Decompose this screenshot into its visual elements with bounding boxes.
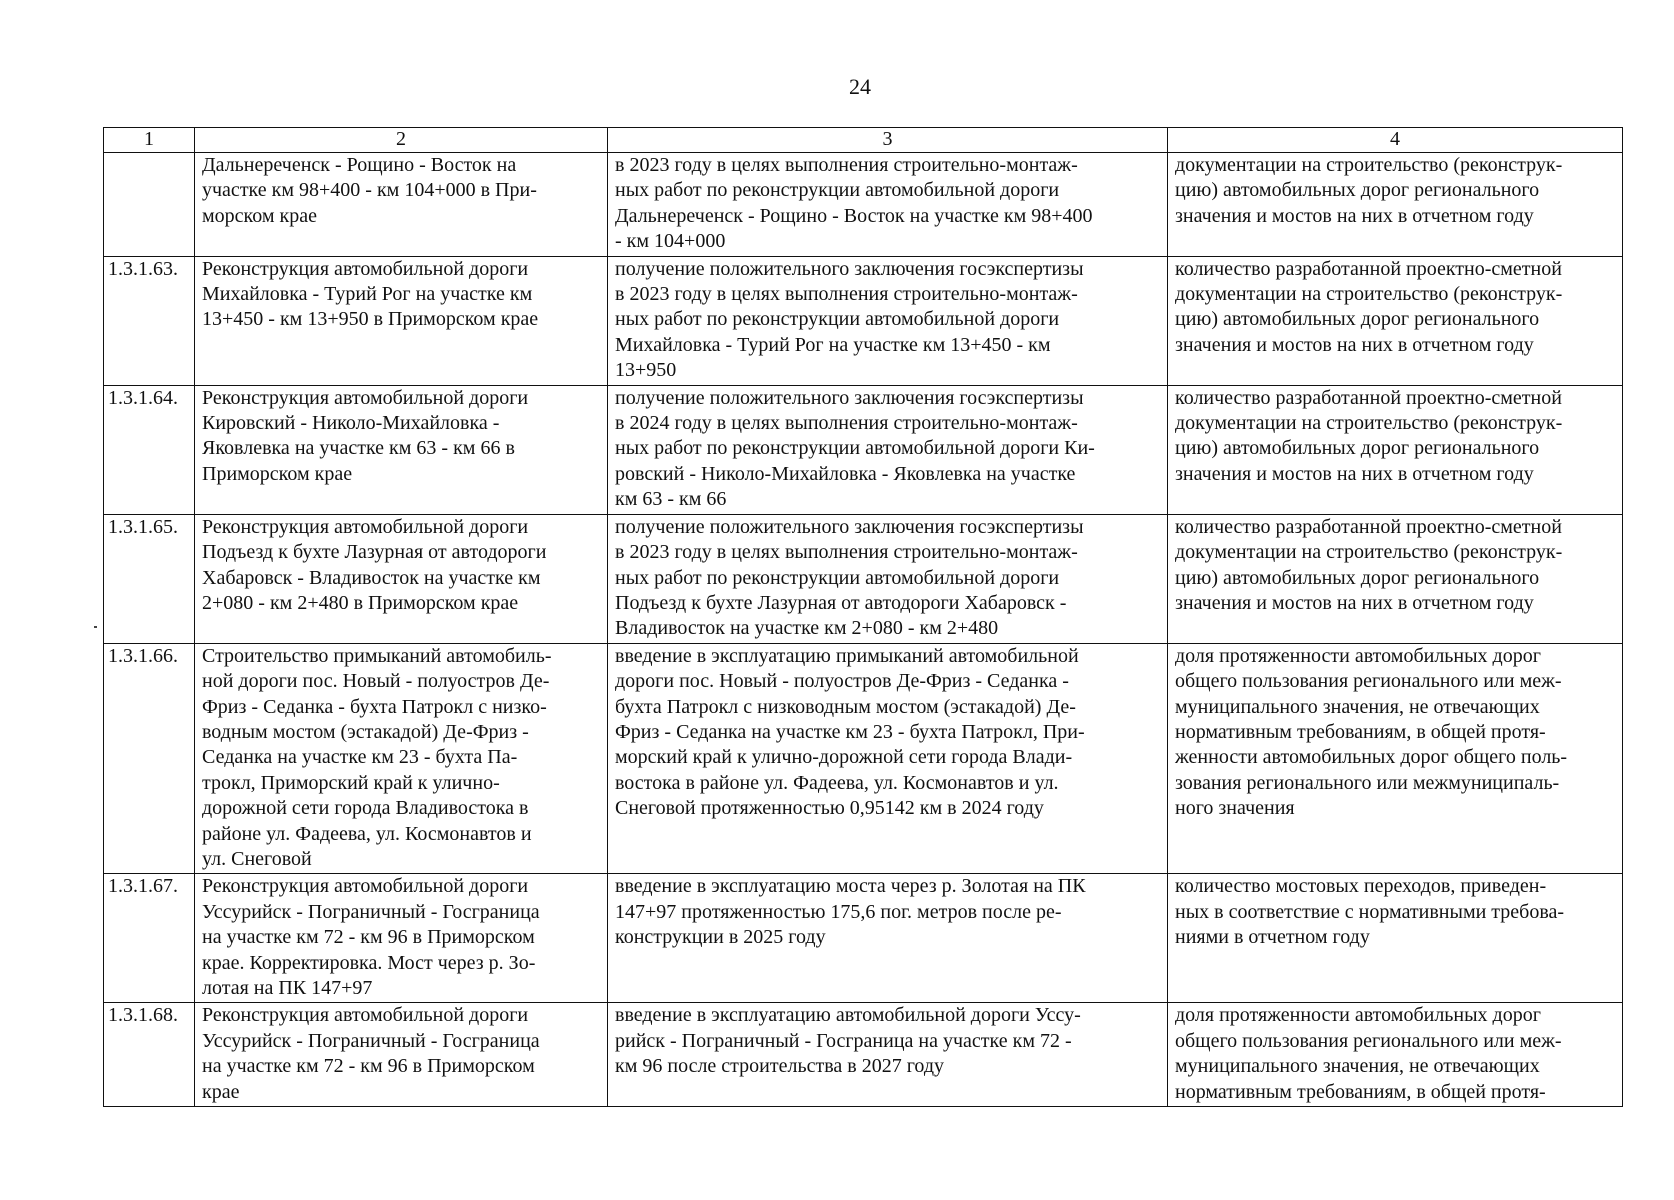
measure-name-cell <box>195 874 608 1003</box>
table-row <box>104 385 1623 514</box>
text-line: дорожной сети города Владивостока в <box>202 797 529 820</box>
text-line: ных в соответствие с нормативными требова- <box>1175 900 1565 923</box>
column-number-4: 4 <box>1168 128 1623 153</box>
indicator-cell <box>1168 256 1623 385</box>
text-line: морском крае <box>202 204 317 227</box>
text-line: Реконструкция автомобильной дороги <box>202 1004 529 1027</box>
measure-number-cell: 1.3.1.64. <box>104 385 195 514</box>
measure-number-cell: 1.3.1.65. <box>104 514 195 643</box>
text-line: значения и мостов на них в отчетном году <box>1175 204 1534 227</box>
table-row <box>104 256 1623 385</box>
text-line: зования регионального или межмуниципаль- <box>1175 771 1560 794</box>
text-line: доля протяженности автомобильных дорог <box>1175 1004 1541 1027</box>
text-line: крае. Корректировка. Мост через р. Зо- <box>202 951 536 974</box>
text-line: нормативным требованиям, в общей протя- <box>1175 1080 1546 1103</box>
text-line: ных работ по реконструкции автомобильной дороги Ки- <box>615 437 1095 460</box>
text-line: муниципального значения, не отвечающих <box>1175 695 1540 718</box>
text-line: ровский - Николо-Михайловка - Яковлевка на участке <box>615 462 1076 485</box>
text-line: крае <box>202 1080 240 1103</box>
text-line: количество разработанной проектно-сметной <box>1175 515 1562 538</box>
text-line: муниципального значения, не отвечающих <box>1175 1055 1540 1078</box>
text-line: морский край к улично-дорожной сети города Влади- <box>615 746 1073 769</box>
text-line: Яковлевка на участке км 63 - км 66 в <box>202 437 515 460</box>
column-number-3: 3 <box>608 128 1168 153</box>
text-line: общего пользования регионального или меж- <box>1175 1029 1562 1052</box>
indicator-cell <box>1168 874 1623 1003</box>
indicator-cell <box>1168 385 1623 514</box>
measure-number-cell: 1.3.1.67. <box>104 874 195 1003</box>
text-line: количество мостовых переходов, приведен- <box>1175 875 1547 898</box>
text-line: цию) автомобильных дорог регионального <box>1175 566 1540 589</box>
text-line: на участке км 72 - км 96 в Приморском <box>202 926 535 949</box>
table-body <box>104 153 1623 1107</box>
text-line: водным мостом (эстакадой) Де-Фриз - <box>202 720 529 743</box>
indicator-cell <box>1168 153 1623 257</box>
text-line: Уссурийск - Пограничный - Госграница <box>202 900 540 923</box>
measure-name-cell <box>195 514 608 643</box>
measure-name-cell <box>195 256 608 385</box>
text-line: Дальнереченск - Рощино - Восток на участке км 98+400 <box>615 204 1093 227</box>
text-line: ных работ по реконструкции автомобильной дороги <box>615 308 1060 331</box>
text-line: Михайловка - Турий Рог на участке км 13+450 - км <box>615 333 1051 356</box>
measure-number-cell <box>104 153 195 257</box>
text-line: Уссурийск - Пограничный - Госграница <box>202 1029 540 1052</box>
text-line: введение в эксплуатацию моста через р. Золотая на ПК <box>615 875 1086 898</box>
text-line: в 2023 году в целях выполнения строительно-монтаж- <box>615 283 1078 306</box>
text-line: Дальнереченск - Рощино - Восток на <box>202 154 517 176</box>
text-line: Реконструкция автомобильной дороги <box>202 257 529 280</box>
text-line: Михайловка - Турий Рог на участке км <box>202 283 533 306</box>
text-line: Кировский - Николо-Михайловка - <box>202 412 500 435</box>
measure-number-cell: 1.3.1.63. <box>104 256 195 385</box>
text-line: Снеговой протяженностью 0,95142 км в 2024 году <box>615 797 1044 820</box>
text-line: получение положительного заключения госэкспертизы <box>615 257 1084 280</box>
text-line: количество разработанной проектно-сметной <box>1175 386 1562 409</box>
text-line: 13+950 <box>615 359 677 382</box>
text-line: ной дороги пос. Новый - полуостров Де- <box>202 670 550 693</box>
text-line: Фриз - Седанка на участке км 23 - бухта Патрокл, При- <box>615 720 1085 743</box>
expected-result-cell <box>608 385 1168 514</box>
column-number-1: 1 <box>104 128 195 153</box>
text-line: км 96 после строительства в 2027 году <box>615 1055 945 1078</box>
indicator-cell <box>1168 1003 1623 1107</box>
text-line: на участке км 72 - км 96 в Приморском <box>202 1055 535 1078</box>
text-line: количество разработанной проектно-сметной <box>1175 257 1562 280</box>
text-line: ных работ по реконструкции автомобильной дороги <box>615 566 1060 589</box>
text-line: значения и мостов на них в отчетном году <box>1175 333 1534 356</box>
text-line: ниями в отчетном году <box>1175 926 1370 949</box>
table-row <box>104 1003 1623 1107</box>
measure-name-cell <box>195 153 608 257</box>
text-line: цию) автомобильных дорог регионального <box>1175 437 1540 460</box>
measure-name-cell <box>195 643 608 874</box>
text-line: дороги пос. Новый - полуостров Де-Фриз - Седанка - <box>615 670 1069 693</box>
text-line: цию) автомобильных дорог регионального <box>1175 308 1540 331</box>
text-line: общего пользования регионального или меж- <box>1175 670 1562 693</box>
column-number-row <box>104 128 1623 153</box>
text-line: ул. Снеговой <box>202 847 312 870</box>
text-line: нормативным требованиям, в общей протя- <box>1175 720 1546 743</box>
text-line: Реконструкция автомобильной дороги <box>202 386 529 409</box>
text-line: Реконструкция автомобильной дороги <box>202 515 529 538</box>
text-line: Приморском крае <box>202 462 353 485</box>
table-row <box>104 153 1623 257</box>
text-line: Хабаровск - Владивосток на участке км <box>202 566 541 589</box>
text-line: в 2024 году в целях выполнения строительно-монтаж- <box>615 412 1078 435</box>
indicator-cell <box>1168 643 1623 874</box>
page-number: 24 <box>849 74 871 99</box>
text-line: женности автомобильных дорог общего поль- <box>1175 746 1568 769</box>
text-line: документации на строительство (реконструк- <box>1175 412 1563 435</box>
expected-result-cell <box>608 256 1168 385</box>
text-line: Подъезд к бухте Лазурная от автодороги <box>202 541 547 564</box>
text-line: значения и мостов на них в отчетном году <box>1175 591 1534 614</box>
text-line: введение в эксплуатацию автомобильной дороги Уссу- <box>615 1004 1081 1027</box>
text-line: документации на строительство (реконструк- <box>1175 283 1563 306</box>
measure-number-cell: 1.3.1.66. <box>104 643 195 874</box>
text-line: цию) автомобильных дорог регионального <box>1175 179 1540 202</box>
text-line: Реконструкция автомобильной дороги <box>202 875 529 898</box>
expected-result-cell <box>608 153 1168 257</box>
text-line: ных работ по реконструкции автомобильной дороги <box>615 179 1060 202</box>
table-row <box>104 874 1623 1003</box>
expected-result-cell <box>608 1003 1168 1107</box>
text-line: Фриз - Седанка - бухта Патрокл с низко- <box>202 695 547 718</box>
text-line: 13+450 - км 13+950 в Приморском крае <box>202 308 539 331</box>
measure-name-cell <box>195 385 608 514</box>
expected-result-cell <box>608 874 1168 1003</box>
text-line: - км 104+000 <box>615 230 726 253</box>
text-line: конструкции в 2025 году <box>615 926 826 949</box>
expected-result-cell <box>608 514 1168 643</box>
text-line: документации на строительство (реконструк- <box>1175 541 1563 564</box>
text-line: 2+080 - км 2+480 в Приморском крае <box>202 591 519 614</box>
text-line: в 2023 году в целях выполнения строительно-монтаж- <box>615 154 1078 176</box>
text-line: лотая на ПК 147+97 <box>202 977 373 999</box>
text-line: Строительство примыканий автомобиль- <box>202 644 552 667</box>
measure-name-cell <box>195 1003 608 1107</box>
text-line: 147+97 протяженностью 175,6 пог. метров после ре- <box>615 900 1062 923</box>
expected-result-cell <box>608 643 1168 874</box>
text-line: трокл, Приморский край к улично- <box>202 771 500 794</box>
text-line: участке км 98+400 - км 104+000 в При- <box>202 179 537 202</box>
text-line: в 2023 году в целях выполнения строительно-монтаж- <box>615 541 1078 564</box>
text-line: Седанка на участке км 23 - бухта Па- <box>202 746 518 769</box>
text-line: значения и мостов на них в отчетном году <box>1175 462 1534 485</box>
text-line: введение в эксплуатацию примыканий автомобильной <box>615 644 1079 667</box>
text-line: км 63 - км 66 <box>615 488 727 511</box>
text-line: рийск - Пограничный - Госграница на участке км 72 - <box>615 1029 1072 1052</box>
text-line: бухта Патрокл с низководным мостом (эстакадой) Де- <box>615 695 1076 718</box>
text-line: документации на строительство (реконструк- <box>1175 154 1563 176</box>
text-line: получение положительного заключения госэкспертизы <box>615 515 1084 538</box>
column-number-2: 2 <box>195 128 608 153</box>
text-line: Владивосток на участке км 2+080 - км 2+480 <box>615 617 999 640</box>
indicator-cell <box>1168 514 1623 643</box>
text-line: доля протяженности автомобильных дорог <box>1175 644 1541 667</box>
text-line: Подъезд к бухте Лазурная от автодороги Хабаровск - <box>615 591 1067 614</box>
text-line: востока в районе ул. Фадеева, ул. Космонавтов и ул. <box>615 771 1059 794</box>
scan-speck <box>94 626 97 628</box>
table-row <box>104 514 1623 643</box>
table-row <box>104 643 1623 874</box>
text-line: районе ул. Фадеева, ул. Космонавтов и <box>202 822 532 845</box>
program-measures-table <box>103 127 1623 1107</box>
text-line: ного значения <box>1175 797 1295 820</box>
text-line: получение положительного заключения госэкспертизы <box>615 386 1084 409</box>
measure-number-cell: 1.3.1.68. <box>104 1003 195 1107</box>
